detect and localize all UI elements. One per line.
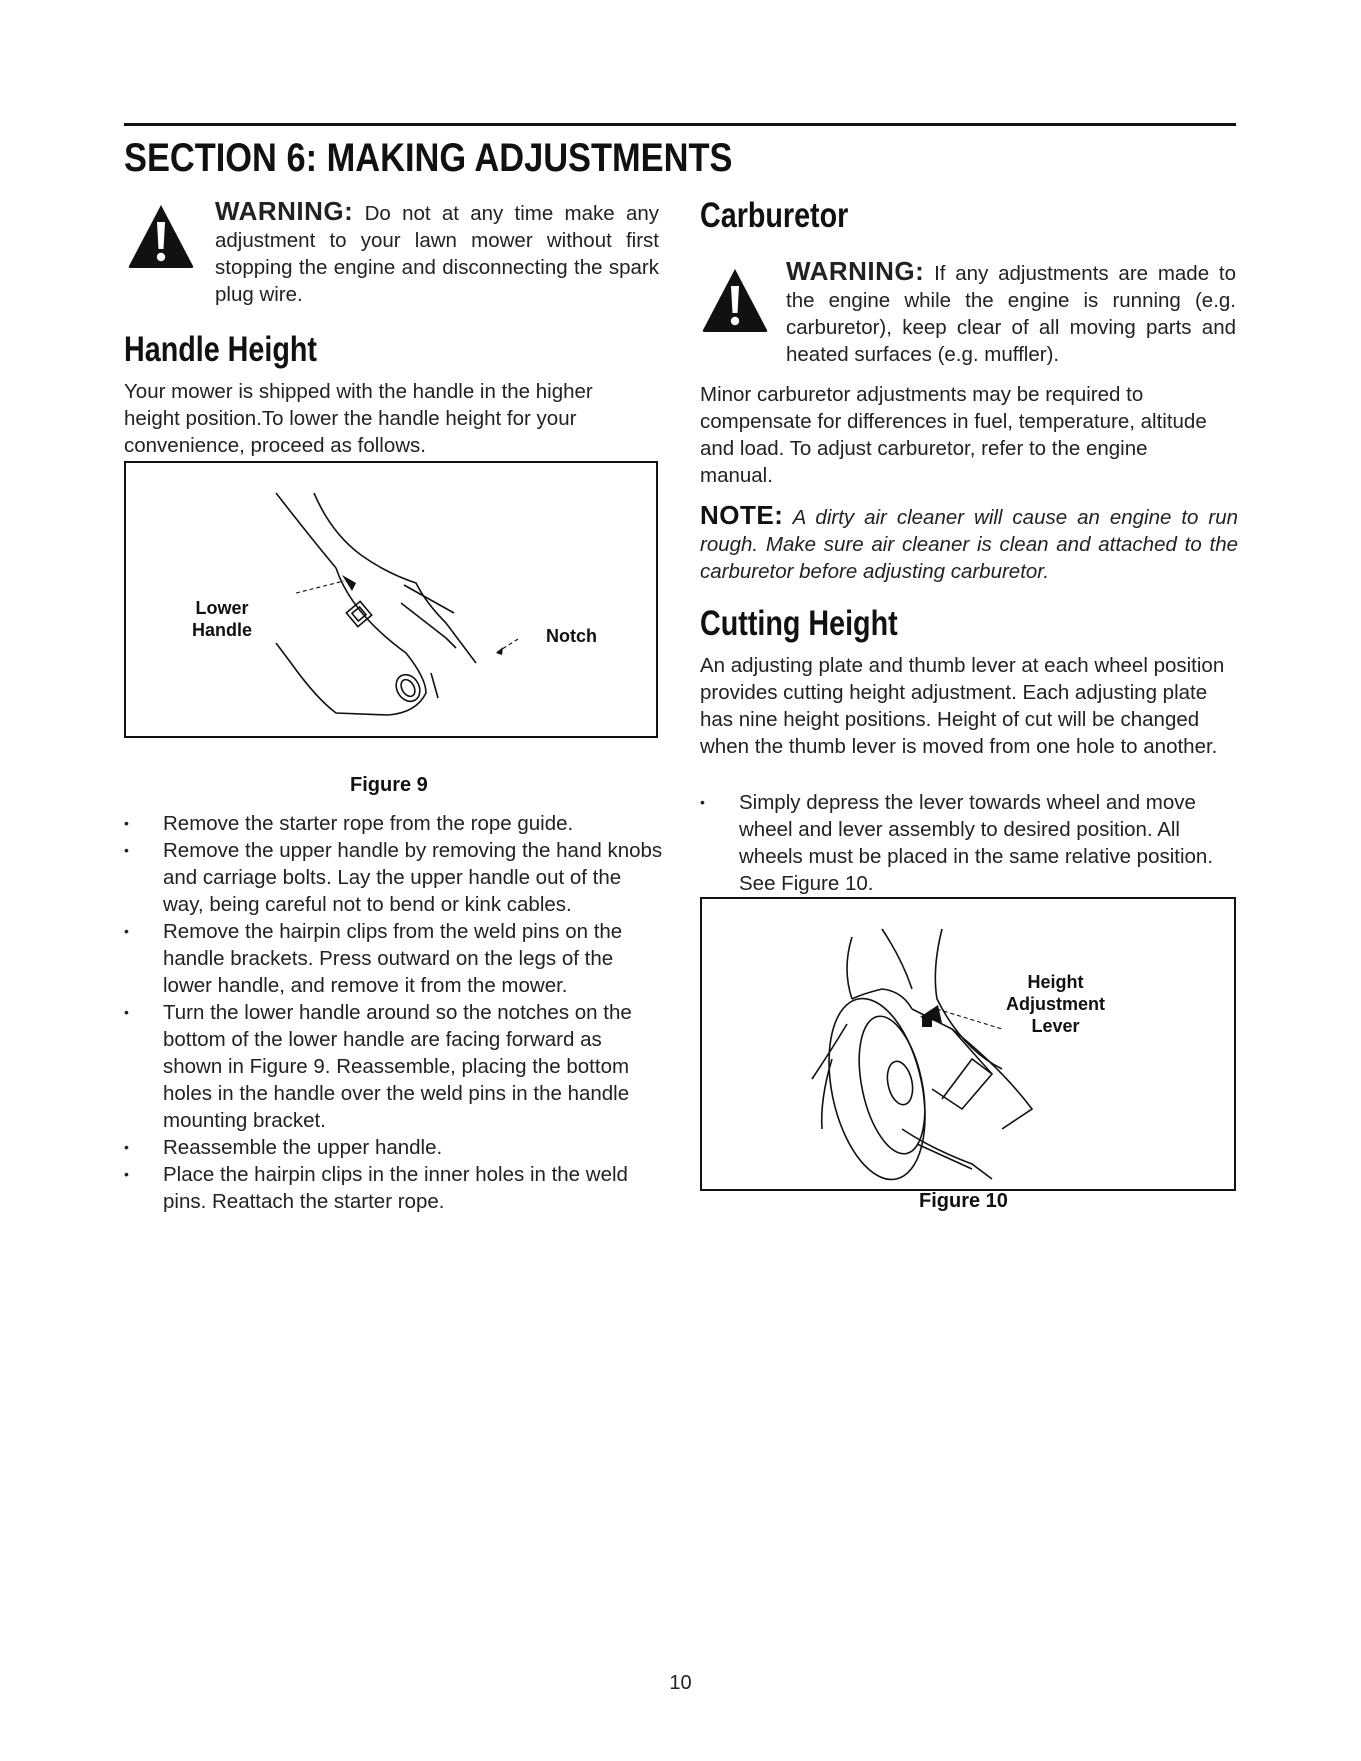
cutting-height-steps	[700, 789, 1230, 897]
figure-10	[700, 897, 1236, 1191]
warning-body: Do not at any time make any adjustment to your lawn mower without first stopping the engine and disconnecting the spark plug wire.	[215, 202, 659, 306]
list-item: • Remove the starter rope from the rope guide.	[124, 810, 664, 837]
warning-triangle-icon	[126, 202, 196, 270]
warning-lead: WARNING:	[215, 196, 354, 226]
list-item: • Place the hairpin clips in the inner holes in the weld pins. Reattach the starter rope.	[124, 1161, 664, 1215]
figure-10-caption: Figure 10	[919, 1190, 1008, 1212]
note-lead: NOTE:	[700, 500, 784, 530]
carburetor-heading: Carburetor	[700, 196, 849, 235]
label-height-adjustment-lever: Height Adjustment Lever	[1006, 972, 1105, 1036]
handle-height-steps	[124, 810, 664, 1215]
right-warning-text	[786, 258, 1236, 368]
left-warning-text	[215, 198, 659, 308]
section-title: SECTION 6: MAKING ADJUSTMENTS	[124, 136, 733, 180]
list-item: • Turn the lower handle around so the notches on the bottom of the lower handle are facing forward as shown in Figure 9. Reassemble, placing the bottom holes in the handle over the weld pins in the handle mounting bracket.	[124, 999, 664, 1134]
figure-9-caption: Figure 9	[350, 774, 428, 796]
warning-triangle-icon	[700, 266, 770, 334]
list-item: • Simply depress the lever towards wheel and move wheel and lever assembly to desired position. All wheels must be placed in the same relative position. See Figure 10.	[700, 789, 1230, 897]
carburetor-note	[700, 502, 1238, 585]
list-item: • Reassemble the upper handle.	[124, 1134, 664, 1161]
warning-body: If any adjustments are made to the engine while the engine is running (e.g. carburetor), keep clear of all moving parts and heated surfaces (e.g. muffler).	[786, 262, 1236, 366]
label-lower-handle: Lower Handle	[192, 598, 253, 640]
list-item: • Remove the upper handle by removing the hand knobs and carriage bolts. Lay the upper handle out of the way, being careful not to bend or kink cables.	[124, 837, 664, 918]
label-notch: Notch	[546, 626, 597, 646]
list-item: • Remove the hairpin clips from the weld pins on the handle brackets. Press outward on the legs of the lower handle, and remove it from the mower.	[124, 918, 664, 999]
top-rule	[124, 123, 1236, 126]
carburetor-body: Minor carburetor adjustments may be required to compensate for differences in fuel, temperature, altitude and load. To adjust carburetor, refer to the engine manual.	[700, 383, 1207, 487]
cutting-height-body: An adjusting plate and thumb lever at each wheel position provides cutting height adjustment. Each adjusting plate has nine height positions. Height of cut will be changed when the thumb lever is moved from one hole to another.	[700, 654, 1225, 758]
figure-9	[124, 461, 658, 738]
figure-10-illustration	[702, 899, 1234, 1189]
note-body: A dirty air cleaner will cause an engine to run rough. Make sure air cleaner is clean and attached to the carburetor before adjusting carburetor.	[700, 506, 1238, 583]
handle-height-heading: Handle Height	[124, 330, 317, 369]
page-number: 10	[669, 1672, 692, 1694]
handle-height-intro: Your mower is shipped with the handle in the higher height position.To lower the handle height for your convenience, proceed as follows.	[124, 380, 593, 457]
cutting-height-heading: Cutting Height	[700, 604, 898, 643]
warning-lead: WARNING:	[786, 256, 925, 286]
